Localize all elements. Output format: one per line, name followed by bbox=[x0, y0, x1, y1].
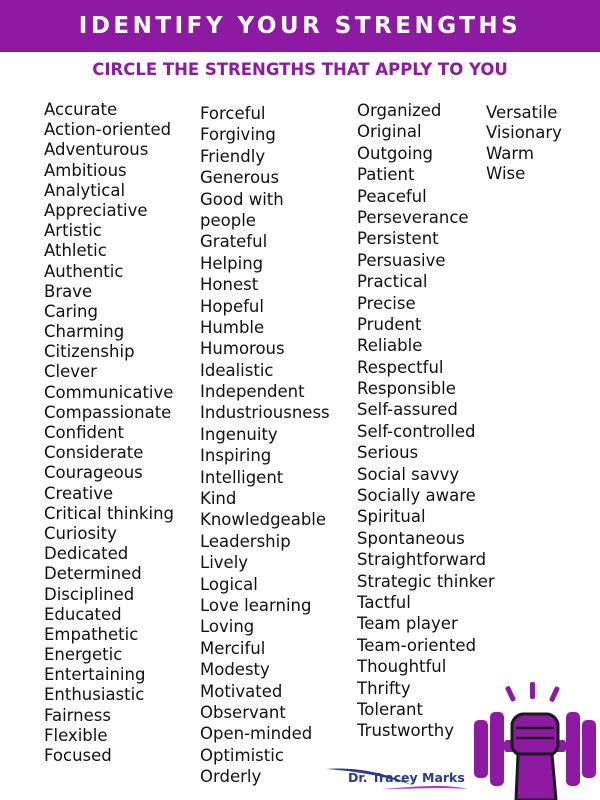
strength-word: Orderly bbox=[200, 767, 262, 787]
strengths-column-3 bbox=[357, 100, 495, 742]
strength-word: Flexible bbox=[44, 725, 108, 745]
strength-word: Honest bbox=[200, 275, 259, 295]
strength-word: Perseverance bbox=[357, 207, 469, 227]
strength-word: Forceful bbox=[200, 104, 266, 123]
brand-logo-text: Dr. Tracey Marks bbox=[348, 770, 465, 785]
strength-word: Forgiving bbox=[200, 125, 276, 145]
strength-word: Caring bbox=[44, 301, 98, 321]
strength-word: Industriousness bbox=[200, 403, 330, 423]
strength-word: Social savvy bbox=[357, 464, 460, 484]
strength-word: Spontaneous bbox=[357, 528, 465, 548]
strength-word: Curiosity bbox=[44, 523, 117, 543]
strength-word: Hopeful bbox=[200, 296, 264, 316]
strength-word: Inspiring bbox=[200, 446, 272, 466]
strength-word: Generous bbox=[200, 168, 280, 188]
strength-word: Thrifty bbox=[357, 678, 411, 698]
strength-word: Good with bbox=[200, 189, 284, 209]
strength-word: Knowledgeable bbox=[200, 510, 327, 530]
strength-word: Focused bbox=[44, 746, 112, 765]
strengths-column-1 bbox=[44, 100, 174, 766]
strength-word: Leadership bbox=[200, 531, 291, 551]
strength-word: Communicative bbox=[44, 382, 174, 402]
strength-word: Wise bbox=[486, 164, 526, 184]
strength-word: Organized bbox=[357, 101, 442, 120]
strength-word: Grateful bbox=[200, 232, 268, 252]
strength-word: Tactful bbox=[357, 592, 411, 612]
strength-word: Tolerant bbox=[357, 699, 423, 719]
strength-word: Socially aware bbox=[357, 486, 476, 506]
strength-word: Friendly bbox=[200, 146, 266, 166]
strength-word: Self-controlled bbox=[357, 421, 476, 441]
strength-word: Loving bbox=[200, 617, 255, 637]
strength-word: Versatile bbox=[486, 103, 558, 122]
strength-word: Adventurous bbox=[44, 140, 149, 160]
strength-word: Responsible bbox=[357, 379, 456, 399]
title-banner bbox=[0, 0, 600, 52]
strength-word: Precise bbox=[357, 293, 416, 313]
strength-word: Optimistic bbox=[200, 745, 284, 765]
strength-word: Athletic bbox=[44, 241, 107, 261]
strength-word: people bbox=[200, 210, 256, 230]
strength-word: Confident bbox=[44, 423, 125, 442]
strength-word: Serious bbox=[357, 443, 419, 463]
strength-word: Prudent bbox=[357, 314, 422, 334]
strength-word: Humorous bbox=[200, 339, 285, 359]
strength-word: Strategic thinker bbox=[357, 571, 495, 591]
strength-word: Persistent bbox=[357, 229, 439, 249]
strength-word: Kind bbox=[200, 489, 237, 509]
strength-word: Straightforward bbox=[357, 550, 487, 570]
strength-word: Analytical bbox=[44, 180, 126, 200]
strength-word: Logical bbox=[200, 574, 258, 594]
strength-word: Citizenship bbox=[44, 342, 135, 362]
strength-word: Spiritual bbox=[357, 507, 426, 527]
strength-word: Energetic bbox=[44, 645, 123, 665]
strength-word: Team-oriented bbox=[357, 635, 477, 655]
strength-word: Open-minded bbox=[200, 724, 313, 744]
strength-word: Thoughtful bbox=[357, 657, 447, 677]
strength-word: Original bbox=[357, 122, 422, 142]
strength-word: Independent bbox=[200, 382, 305, 402]
strength-word: Self-assured bbox=[357, 400, 458, 420]
strength-word: Warm bbox=[486, 143, 534, 163]
strength-word: Modesty bbox=[200, 660, 270, 680]
strength-word: Persuasive bbox=[357, 250, 446, 270]
strength-word: Compassionate bbox=[44, 402, 172, 422]
strength-word: Peaceful bbox=[357, 186, 427, 206]
strength-word: Artistic bbox=[44, 221, 102, 241]
strength-word: Ingenuity bbox=[200, 424, 278, 444]
page-title: IDENTIFY YOUR STRENGTHS bbox=[78, 13, 522, 39]
strength-word: Disciplined bbox=[44, 584, 135, 604]
strength-word: Enthusiastic bbox=[44, 685, 145, 705]
strength-word: Educated bbox=[44, 604, 122, 624]
strength-word: Clever bbox=[44, 362, 97, 382]
strength-word: Helping bbox=[200, 253, 264, 273]
strength-word: Trustworthy bbox=[357, 721, 455, 741]
strength-word: Patient bbox=[357, 165, 415, 185]
strength-word: Respectful bbox=[357, 357, 444, 377]
strength-word: Lively bbox=[200, 553, 249, 573]
strength-word: Fairness bbox=[44, 705, 111, 725]
strength-word: Determined bbox=[44, 564, 142, 584]
strength-word: Appreciative bbox=[44, 200, 148, 220]
strength-word: Intelligent bbox=[200, 467, 284, 487]
strength-word: Love learning bbox=[200, 595, 312, 615]
strength-word: Humble bbox=[200, 317, 265, 337]
strength-word: Courageous bbox=[44, 463, 143, 483]
strengths-column-4 bbox=[486, 103, 562, 185]
strength-word: Authentic bbox=[44, 261, 124, 281]
strength-word: Observant bbox=[200, 702, 286, 722]
strength-word: Empathetic bbox=[44, 624, 139, 644]
strength-word: Reliable bbox=[357, 336, 423, 356]
strengths-column-2 bbox=[200, 103, 330, 788]
strength-word: Action-oriented bbox=[44, 120, 172, 140]
strength-word: Entertaining bbox=[44, 665, 146, 685]
page-subtitle: CIRCLE THE STRENGTHS THAT APPLY TO YOU bbox=[92, 60, 508, 79]
strength-word: Motivated bbox=[200, 681, 283, 701]
strength-word: Merciful bbox=[200, 638, 266, 658]
strength-word: Idealistic bbox=[200, 360, 274, 380]
flexed-arm-dumbbell-icon bbox=[470, 680, 600, 800]
strength-word: Visionary bbox=[486, 123, 562, 143]
strength-word: Charming bbox=[44, 322, 125, 342]
strength-word: Critical thinking bbox=[44, 503, 174, 523]
strength-word: Ambitious bbox=[44, 160, 127, 180]
strength-word: Team player bbox=[357, 614, 458, 634]
strength-word: Considerate bbox=[44, 443, 144, 463]
strength-word: Outgoing bbox=[357, 143, 433, 163]
strength-word: Creative bbox=[44, 483, 114, 503]
strength-word: Accurate bbox=[44, 100, 118, 119]
strength-word: Practical bbox=[357, 272, 428, 292]
strength-word: Dedicated bbox=[44, 544, 129, 564]
strength-word: Brave bbox=[44, 281, 93, 301]
